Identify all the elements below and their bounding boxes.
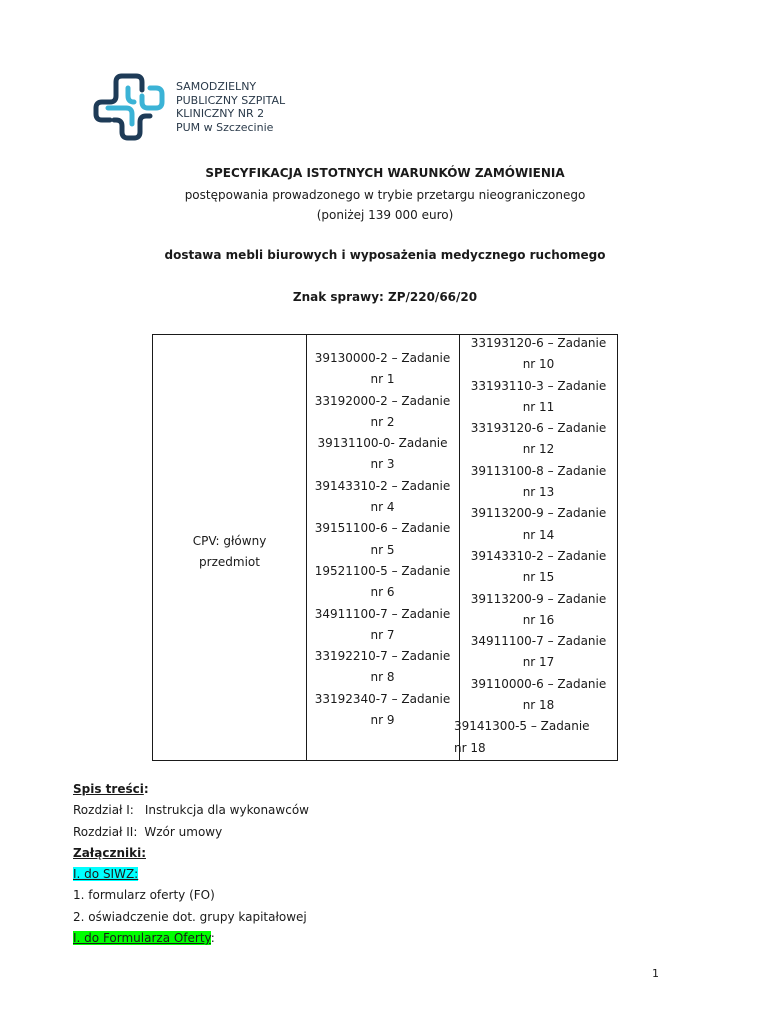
document-subtitle-2: (poniżej 139 000 euro) <box>316 208 454 222</box>
cpv-code-line: 39113200-9 – Zadanie <box>470 591 607 606</box>
toc-chapter-2-label: Rozdział II: <box>73 825 138 839</box>
document-subtitle-1: postępowania prowadzonego w trybie przetargu nieograniczonego <box>184 188 586 202</box>
toc-siwz-label <box>73 867 138 881</box>
cpv-code-line: nr 17 <box>522 655 555 670</box>
cpv-codes-list-a <box>306 348 459 731</box>
cpv-label-line-1: CPV: główny <box>192 534 267 548</box>
logo-line-3: KLINICZNY NR 2 <box>176 107 265 120</box>
cpv-codes-column-b <box>454 335 617 760</box>
cpv-code-line: nr 4 <box>370 500 395 515</box>
hospital-logo <box>92 68 312 142</box>
toc-heading-text: Spis treści <box>73 782 144 796</box>
cpv-code-line: 19521100-5 – Zadanie <box>314 563 451 578</box>
toc-chapter-1-title: Instrukcja dla wykonawców <box>144 803 309 817</box>
toc-attachments-heading <box>73 846 146 860</box>
cpv-code-line: 39113100-8 – Zadanie <box>470 463 607 478</box>
cpv-code-line: nr 6 <box>370 585 395 600</box>
cpv-label-cell <box>153 335 307 760</box>
logo-line-1: SAMODZIELNY <box>176 80 257 93</box>
cpv-codes-column-a <box>306 335 460 760</box>
logo-text <box>176 80 285 134</box>
cpv-table <box>152 334 618 761</box>
cpv-code-line: nr 15 <box>522 570 555 585</box>
cpv-label <box>153 531 306 573</box>
siwz-label-text: I. do SIWZ: <box>73 867 139 881</box>
cpv-code-line: nr 1 <box>370 372 395 387</box>
cpv-code-line: nr 3 <box>370 457 395 472</box>
logo-line-4: PUM w Szczecinie <box>176 120 274 134</box>
cpv-code-line: nr 8 <box>370 670 395 685</box>
cpv-code-line: nr 18 <box>522 698 555 713</box>
cpv-code-line: 39110000-6 – Zadanie <box>470 676 607 691</box>
cpv-code-line: nr 5 <box>370 542 395 557</box>
cpv-code-line: nr 14 <box>522 527 555 542</box>
cpv-code-line: 33193110-3 – Zadanie <box>470 378 607 393</box>
cpv-code-line: 34911100-7 – Zadanie <box>314 606 451 621</box>
toc-chapter-1[interactable] <box>73 803 309 817</box>
cpv-code-line: 34911100-7 – Zadanie <box>470 634 607 649</box>
cpv-label-line-2: przedmiot <box>199 555 260 569</box>
form-label-colon: : <box>210 931 215 945</box>
cpv-code-line: 33192340-7 – Zadanie <box>314 691 451 706</box>
cpv-code-line: nr 2 <box>370 414 395 429</box>
logo-line-2: PUBLICZNY SZPITAL <box>176 93 286 107</box>
cpv-code-line: nr 9 <box>370 713 395 728</box>
toc-heading-colon: : <box>143 782 149 796</box>
cpv-code-line: 33193120-6 – Zadanie <box>470 336 607 350</box>
cpv-code-line: 39141300-5 – Zadanie <box>454 719 590 734</box>
cpv-code-line: 33192210-7 – Zadanie <box>314 649 451 664</box>
cpv-codes-list-b <box>454 333 617 759</box>
toc-item-1: 1. formularz oferty (FO) <box>73 888 215 902</box>
cpv-code-line: 39130000-2 – Zadanie <box>314 351 451 365</box>
cpv-code-line: nr 7 <box>370 627 395 642</box>
case-number: Znak sprawy: ZP/220/66/20 <box>292 290 478 304</box>
cpv-code-line: nr 11 <box>522 399 555 414</box>
toc-chapter-2-title: Wzór umowy <box>144 825 223 839</box>
toc-heading <box>73 782 149 796</box>
toc-chapter-2[interactable] <box>73 825 222 839</box>
document-title: SPECYFIKACJA ISTOTNYCH WARUNKÓW ZAMÓWIENIA <box>205 166 565 180</box>
cpv-code-line: 33192000-2 – Zadanie <box>314 393 451 408</box>
cpv-code-line: 39143310-2 – Zadanie <box>470 548 607 563</box>
toc-chapter-1-label: Rozdział I: <box>73 803 134 817</box>
cpv-code-line: 33193120-6 – Zadanie <box>470 421 607 436</box>
cpv-code-line: 39143310-2 – Zadanie <box>314 478 451 493</box>
hospital-logo-icon <box>92 68 168 142</box>
cpv-code-line: 39151100-6 – Zadanie <box>314 521 451 536</box>
cpv-code-line: nr 13 <box>522 485 555 500</box>
toc-form-label <box>73 931 215 945</box>
page-number: 1 <box>652 967 659 980</box>
cpv-code-line: nr 12 <box>522 442 555 457</box>
cpv-code-line: nr 18 <box>454 740 486 755</box>
form-label-text: I. do Formularza Oferty <box>73 931 211 945</box>
attachments-heading-text: Załączniki: <box>73 846 146 860</box>
toc-item-2: 2. oświadczenie dot. grupy kapitałowej <box>73 910 307 924</box>
cpv-code-line: nr 16 <box>522 612 555 627</box>
procurement-subject: dostawa mebli biurowych i wyposażenia medycznego ruchomego <box>164 248 606 262</box>
cpv-code-line: 39113200-9 – Zadanie <box>470 506 607 521</box>
cpv-code-line: 39131100-0- Zadanie <box>317 436 448 451</box>
cpv-code-line: nr 10 <box>522 357 555 372</box>
